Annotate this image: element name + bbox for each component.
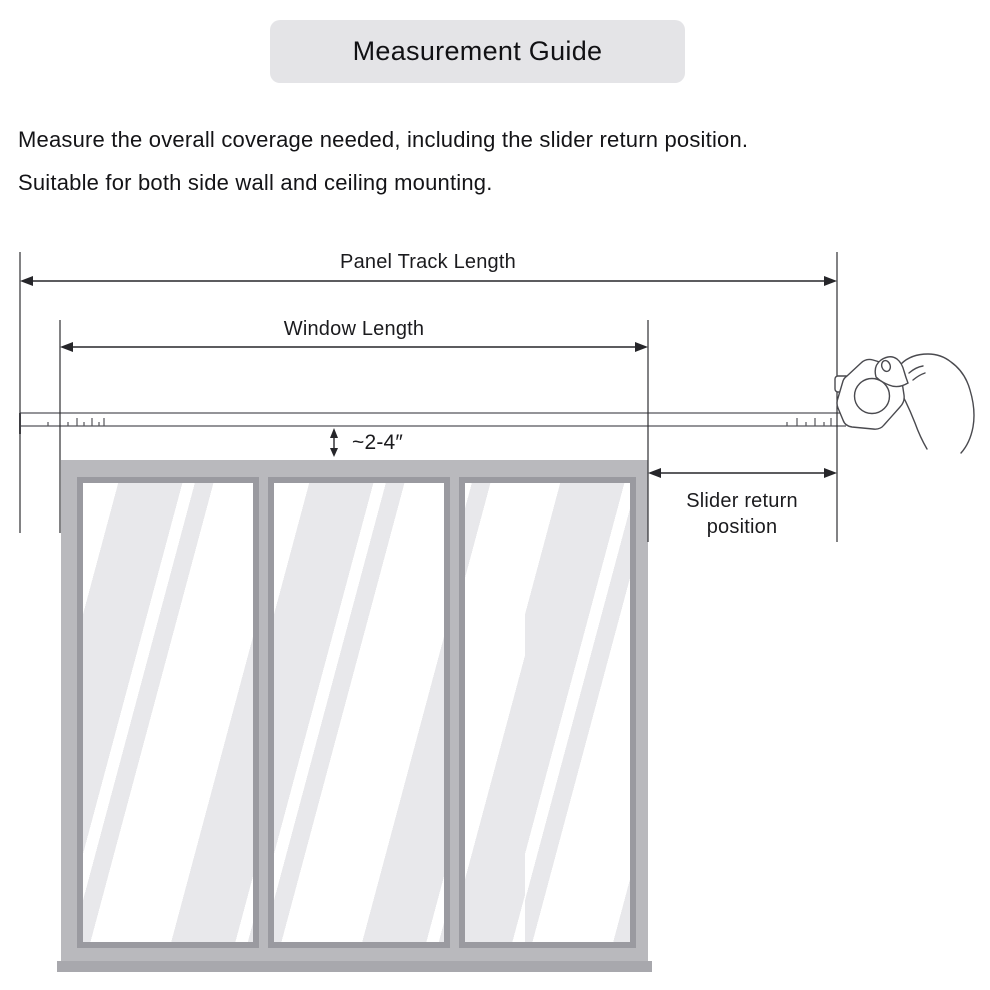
intro-line-1: Measure the overall coverage needed, including the slider return position.	[18, 127, 749, 152]
dimension-arrows	[20, 276, 837, 478]
tape-measure-icon	[835, 357, 908, 429]
tape-band	[20, 413, 846, 434]
page-title: Measurement Guide	[352, 36, 603, 66]
mount-gap-label: ~2-4″	[352, 431, 404, 454]
holding-hand-icon	[896, 354, 974, 453]
slider-return-line1: Slider return	[686, 490, 798, 512]
slider-return-line2: position	[706, 516, 778, 538]
intro-line-2: Suitable for both side wall and ceiling mounting.	[18, 170, 493, 195]
panel-track-length-label: Panel Track Length	[340, 251, 516, 273]
window-length-label: Window Length	[283, 318, 425, 340]
slider-return-label	[686, 488, 798, 540]
